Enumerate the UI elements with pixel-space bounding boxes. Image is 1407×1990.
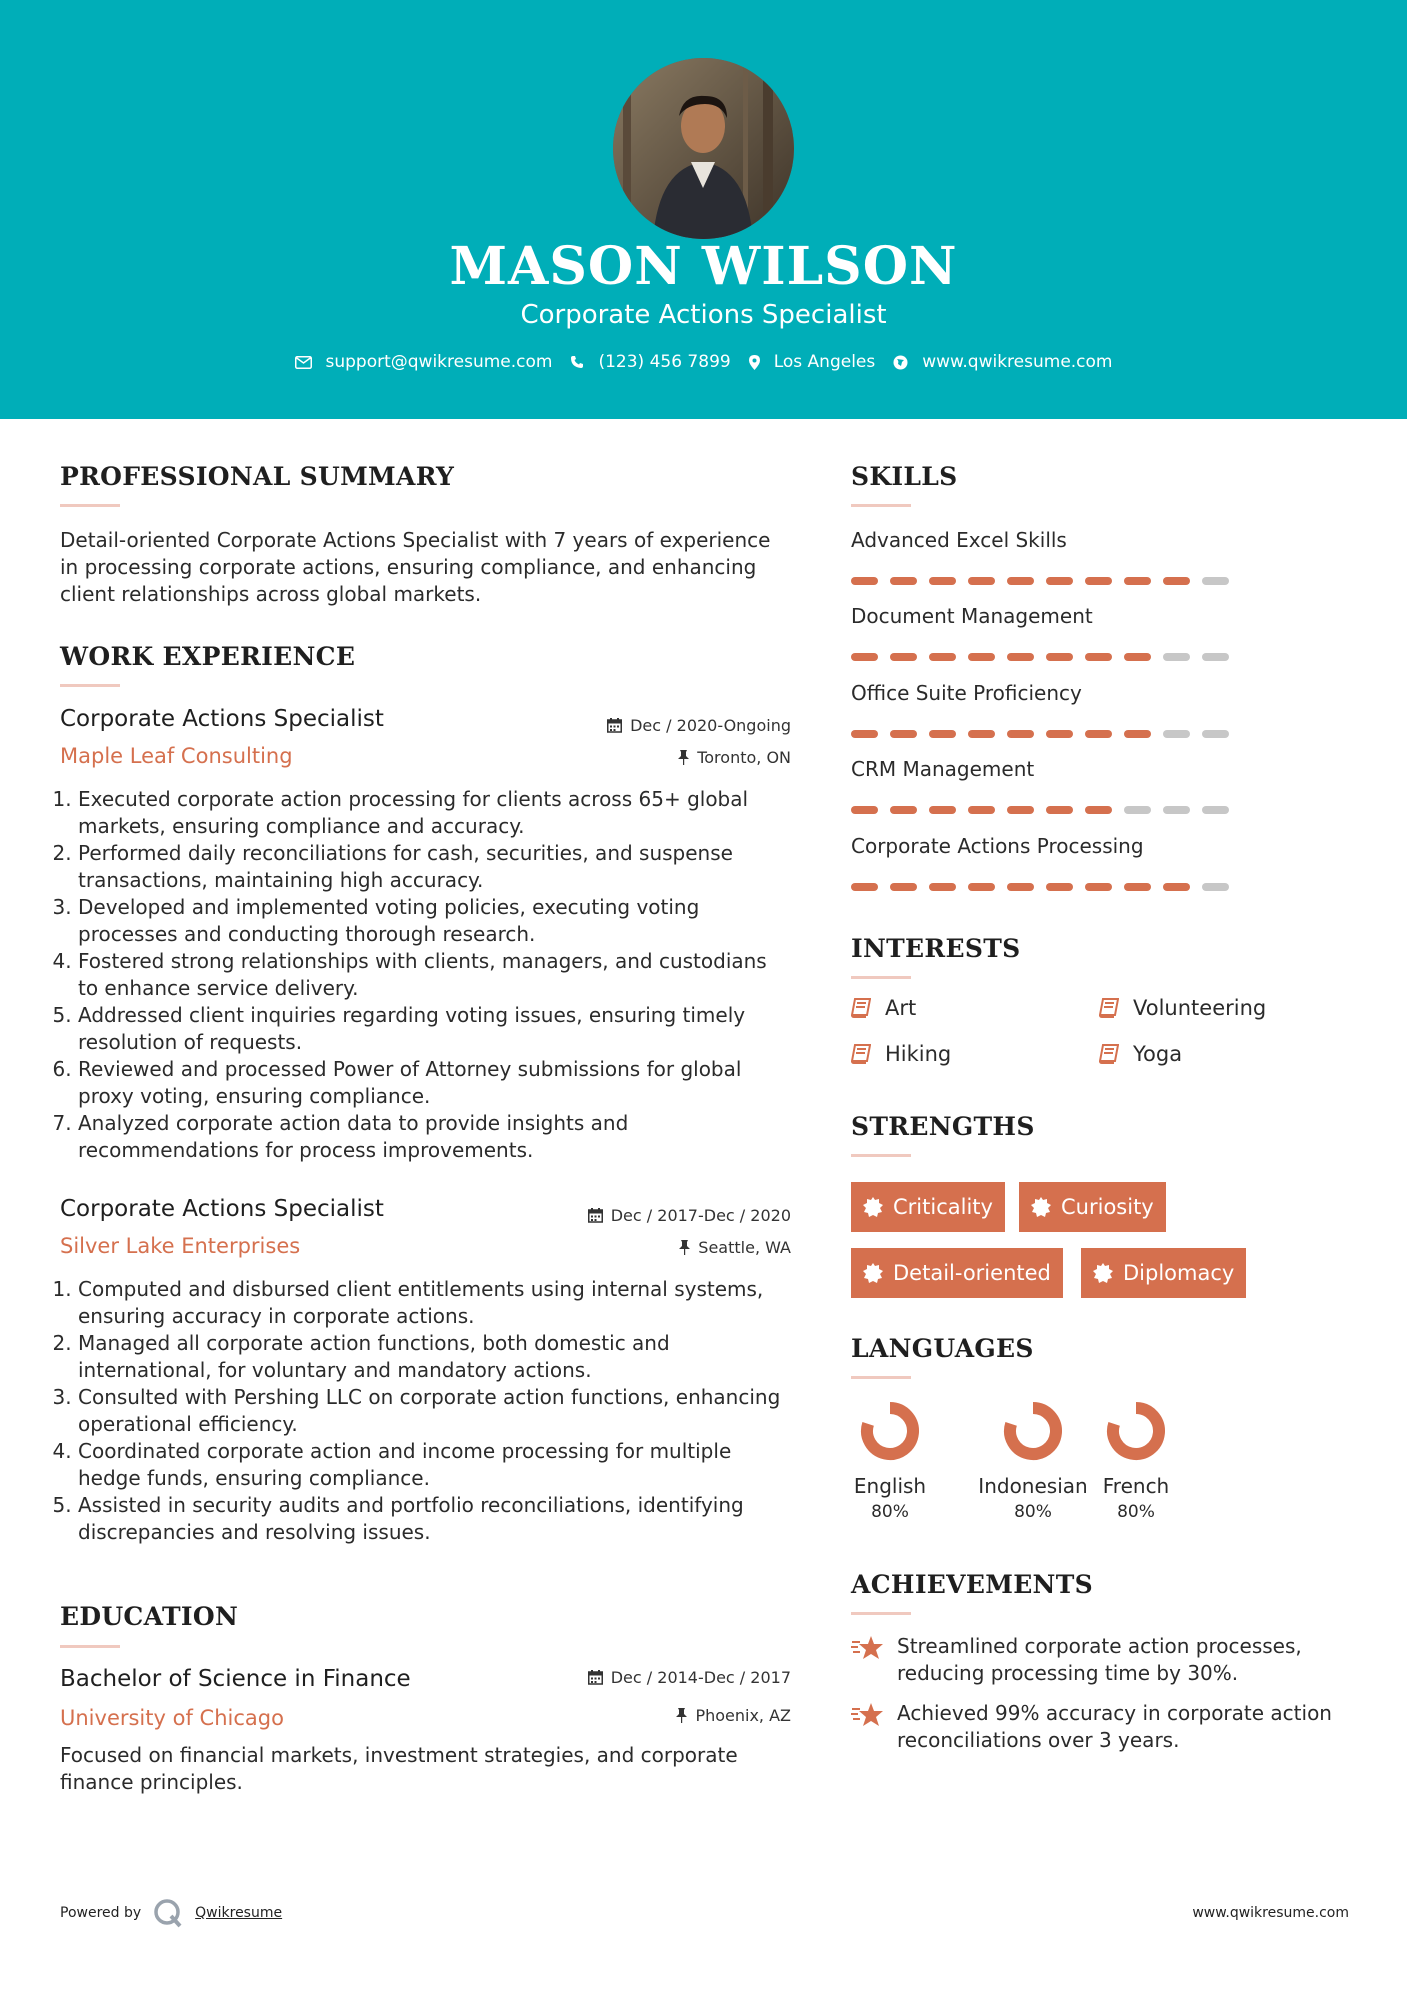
skill-dash-filled	[1163, 577, 1190, 585]
skill-bar	[851, 883, 1229, 891]
skill-dash-filled	[1046, 577, 1073, 585]
education-location-text: Phoenix, AZ	[695, 1706, 791, 1725]
job-location-text: Toronto, ON	[697, 748, 791, 767]
skill-dash-filled	[890, 653, 917, 661]
skill-dash-empty	[1202, 653, 1229, 661]
contact-website[interactable]	[893, 352, 1112, 372]
job-bullet: 6. Reviewed and processed Power of Attorney submissions for global proxy voting, ensuring compliance.	[78, 1056, 786, 1110]
avatar	[613, 58, 794, 239]
contact-location-text: Los Angeles	[773, 352, 876, 372]
company-name: Silver Lake Enterprises	[60, 1234, 301, 1258]
skill-dash-filled	[1046, 730, 1073, 738]
job-dates-text: Dec / 2020-Ongoing	[630, 716, 791, 735]
skill-bar	[851, 653, 1229, 661]
job-dates-text: Dec / 2017-Dec / 2020	[610, 1206, 791, 1225]
skill-dash-empty	[1202, 730, 1229, 738]
job-bullets	[60, 786, 786, 1164]
contact-phone-text: (123) 456 7899	[598, 352, 731, 372]
languages-underline	[851, 1376, 911, 1379]
skill-dash-filled	[1046, 653, 1073, 661]
achievement-text: Achieved 99% accuracy in corporate action reconciliations over 3 years.	[897, 1701, 1332, 1752]
strength-label: Detail-oriented	[893, 1261, 1051, 1285]
skill-bar	[851, 730, 1229, 738]
strengths-underline	[851, 1154, 911, 1157]
contact-email[interactable]	[295, 352, 553, 372]
badge-icon	[1093, 1263, 1113, 1283]
qwikresume-link[interactable]: Qwikresume	[195, 1905, 283, 1921]
skill-dash-filled	[1163, 883, 1190, 891]
language-ring-arc	[1113, 1408, 1159, 1454]
skill-bar	[851, 806, 1229, 814]
skill-dash-filled	[929, 653, 956, 661]
achievements-underline	[851, 1612, 911, 1615]
skill-dash-filled	[851, 653, 878, 661]
skill-dash-filled	[851, 883, 878, 891]
skill-dash-empty	[1124, 806, 1151, 814]
person-title: Corporate Actions Specialist	[520, 300, 887, 330]
language-level: 80%	[871, 1502, 909, 1522]
experience-underline	[60, 684, 120, 687]
map-pin-icon	[749, 355, 760, 370]
skill-dash-filled	[1085, 730, 1112, 738]
contact-location	[749, 352, 876, 372]
job-bullet: 1. Executed corporate action processing for clients across 65+ global markets, ensuring compliance and accuracy.	[78, 786, 786, 840]
skill-dash-filled	[929, 806, 956, 814]
skill-dash-filled	[968, 806, 995, 814]
book-icon	[1099, 1044, 1119, 1064]
skill-dash-filled	[929, 577, 956, 585]
book-icon	[1099, 998, 1119, 1018]
strength-tag	[851, 1182, 1005, 1232]
job-dates	[520, 716, 791, 735]
language-ring	[1002, 1400, 1064, 1462]
job-bullet: 2. Managed all corporate action functions, both domestic and international, for voluntary and mandatory actions.	[78, 1330, 786, 1384]
school-name: University of Chicago	[60, 1706, 284, 1730]
interest-item	[851, 996, 916, 1020]
phone-icon	[570, 355, 584, 369]
skill-dash-empty	[1163, 730, 1190, 738]
skill-dash-filled	[851, 730, 878, 738]
job-bullet: 7. Analyzed corporate action data to provide insights and recommendations for process improvements.	[78, 1110, 786, 1164]
interests-heading: INTERESTS	[851, 934, 1021, 963]
pushpin-icon	[676, 1708, 687, 1723]
achievements-heading: ACHIEVEMENTS	[851, 1570, 1093, 1599]
skill-dash-filled	[929, 730, 956, 738]
skill-dash-filled	[851, 806, 878, 814]
language-level: 80%	[1117, 1502, 1155, 1522]
interest-label: Hiking	[885, 1042, 952, 1066]
achievement-item	[851, 1700, 1371, 1754]
language-name: French	[1102, 1474, 1170, 1498]
skill-dash-filled	[1007, 653, 1034, 661]
summary-text: Detail-oriented Corporate Actions Specialist with 7 years of experience in processing corporate actions, ensuring compliance, and enhancing client relationships across global markets.	[60, 528, 771, 606]
language-ring-arc	[867, 1408, 913, 1454]
skill-dash-filled	[929, 883, 956, 891]
contact-email-text: support@qwikresume.com	[325, 352, 553, 372]
strengths-heading: STRENGTHS	[851, 1112, 1035, 1141]
strength-label: Diplomacy	[1123, 1261, 1235, 1285]
job-bullet: 3. Developed and implemented voting policies, executing voting processes and conducting thorough research.	[78, 894, 786, 948]
education-location	[520, 1706, 791, 1725]
powered-by-label: Powered by	[60, 1905, 142, 1921]
job-location	[520, 1238, 791, 1257]
strength-tag	[1081, 1248, 1246, 1298]
job-bullets	[60, 1276, 786, 1546]
job-location	[520, 748, 791, 767]
skill-dash-filled	[1046, 806, 1073, 814]
skill-dash-filled	[968, 653, 995, 661]
skill-dash-filled	[1124, 730, 1151, 738]
language-ring	[859, 1400, 921, 1462]
skill-name: CRM Management	[851, 757, 1035, 781]
footer-website[interactable]: www.qwikresume.com	[1192, 1905, 1349, 1921]
badge-icon	[863, 1263, 883, 1283]
pushpin-icon	[678, 750, 689, 765]
job-bullet: 3. Consulted with Pershing LLC on corporate action functions, enhancing operational efficiency.	[78, 1384, 786, 1438]
star-icon	[851, 1702, 885, 1728]
job-bullet: 2. Performed daily reconciliations for cash, securities, and suspense transactions, maintaining high accuracy.	[78, 840, 786, 894]
interest-item	[851, 1042, 951, 1066]
interest-item	[1099, 1042, 1182, 1066]
interest-label: Yoga	[1133, 1042, 1183, 1066]
contact-phone[interactable]	[570, 352, 730, 372]
language-level: 80%	[1014, 1502, 1052, 1522]
skill-dash-filled	[1046, 883, 1073, 891]
strength-label: Curiosity	[1061, 1195, 1154, 1219]
skill-dash-filled	[890, 577, 917, 585]
skill-dash-filled	[1085, 806, 1112, 814]
interests-underline	[851, 976, 911, 979]
badge-icon	[863, 1197, 883, 1217]
language-item	[970, 1400, 1096, 1522]
skill-dash-empty	[1202, 883, 1229, 891]
globe-icon	[893, 355, 908, 370]
language-name: Indonesian	[978, 1474, 1088, 1498]
contact-website-text: www.qwikresume.com	[922, 352, 1113, 372]
skill-dash-filled	[968, 577, 995, 585]
skill-dash-filled	[1007, 577, 1034, 585]
degree-title: Bachelor of Science in Finance	[60, 1666, 411, 1692]
skills-underline	[851, 504, 911, 507]
skill-dash-filled	[1007, 883, 1034, 891]
star-icon	[851, 1635, 885, 1661]
strength-tag	[1019, 1182, 1166, 1232]
qwikresume-logo-icon	[153, 1898, 183, 1928]
job-location-text: Seattle, WA	[698, 1238, 791, 1257]
book-icon	[851, 1044, 871, 1064]
experience-heading: WORK EXPERIENCE	[60, 642, 356, 671]
interest-label: Art	[885, 996, 917, 1020]
language-item	[849, 1400, 931, 1522]
calendar-icon	[588, 1670, 603, 1685]
skill-dash-filled	[890, 730, 917, 738]
calendar-icon	[607, 718, 622, 733]
education-description: Focused on financial markets, investment strategies, and corporate finance principles.	[60, 1743, 738, 1794]
skill-dash-filled	[851, 577, 878, 585]
skill-dash-empty	[1163, 806, 1190, 814]
person-name: MASON WILSON	[449, 236, 958, 297]
education-heading: EDUCATION	[60, 1602, 239, 1631]
strength-tag	[851, 1248, 1063, 1298]
job-dates	[520, 1206, 791, 1225]
skill-dash-filled	[1007, 806, 1034, 814]
skill-name: Office Suite Proficiency	[851, 681, 1082, 705]
skill-name: Document Management	[851, 604, 1093, 628]
language-ring	[1105, 1400, 1167, 1462]
skill-dash-filled	[1007, 730, 1034, 738]
job-bullet: 1. Computed and disbursed client entitlements using internal systems, ensuring accuracy in corporate actions.	[78, 1276, 786, 1330]
skill-dash-filled	[1124, 883, 1151, 891]
skill-dash-filled	[968, 883, 995, 891]
badge-icon	[1031, 1197, 1051, 1217]
job-bullet: 5. Addressed client inquiries regarding voting issues, ensuring timely resolution of requests.	[78, 1002, 786, 1056]
book-icon	[851, 998, 871, 1018]
interest-label: Volunteering	[1133, 996, 1267, 1020]
footer-powered-by	[60, 1898, 282, 1928]
education-dates	[520, 1668, 791, 1687]
job-bullet: 4. Coordinated corporate action and income processing for multiple hedge funds, ensuring compliance.	[78, 1438, 786, 1492]
language-ring-arc	[1010, 1408, 1056, 1454]
skill-name: Advanced Excel Skills	[851, 528, 1067, 552]
contact-bar	[0, 352, 1407, 372]
skill-bar	[851, 577, 1229, 585]
envelope-icon	[295, 356, 312, 369]
skill-name: Corporate Actions Processing	[851, 834, 1144, 858]
interest-item	[1099, 996, 1266, 1020]
summary-underline	[60, 504, 120, 507]
languages-heading: LANGUAGES	[851, 1334, 1034, 1363]
summary-heading: PROFESSIONAL SUMMARY	[60, 462, 455, 491]
job-bullet: 5. Assisted in security audits and portfolio reconciliations, identifying discrepancies and resolving issues.	[78, 1492, 786, 1546]
skill-dash-filled	[890, 806, 917, 814]
skill-dash-empty	[1202, 577, 1229, 585]
achievement-item	[851, 1633, 1371, 1687]
skill-dash-filled	[890, 883, 917, 891]
skills-heading: SKILLS	[851, 462, 958, 491]
education-dates-text: Dec / 2014-Dec / 2017	[610, 1668, 791, 1687]
job-title: Corporate Actions Specialist	[60, 706, 384, 732]
job-title: Corporate Actions Specialist	[60, 1196, 384, 1222]
skill-dash-empty	[1163, 653, 1190, 661]
skill-dash-filled	[1085, 883, 1112, 891]
calendar-icon	[588, 1208, 603, 1223]
resume-header	[0, 0, 1407, 419]
achievement-text: Streamlined corporate action processes, reducing processing time by 30%.	[897, 1634, 1302, 1685]
strength-label: Criticality	[893, 1195, 993, 1219]
skill-dash-empty	[1202, 806, 1229, 814]
company-name: Maple Leaf Consulting	[60, 744, 293, 768]
pushpin-icon	[679, 1240, 690, 1255]
skill-dash-filled	[1124, 577, 1151, 585]
skill-dash-filled	[1085, 577, 1112, 585]
skill-dash-filled	[968, 730, 995, 738]
skill-dash-filled	[1085, 653, 1112, 661]
education-underline	[60, 1645, 120, 1648]
job-bullet: 4. Fostered strong relationships with clients, managers, and custodians to enhance service delivery.	[78, 948, 786, 1002]
language-name: English	[853, 1474, 927, 1498]
language-item	[1096, 1400, 1176, 1522]
skill-dash-filled	[1124, 653, 1151, 661]
